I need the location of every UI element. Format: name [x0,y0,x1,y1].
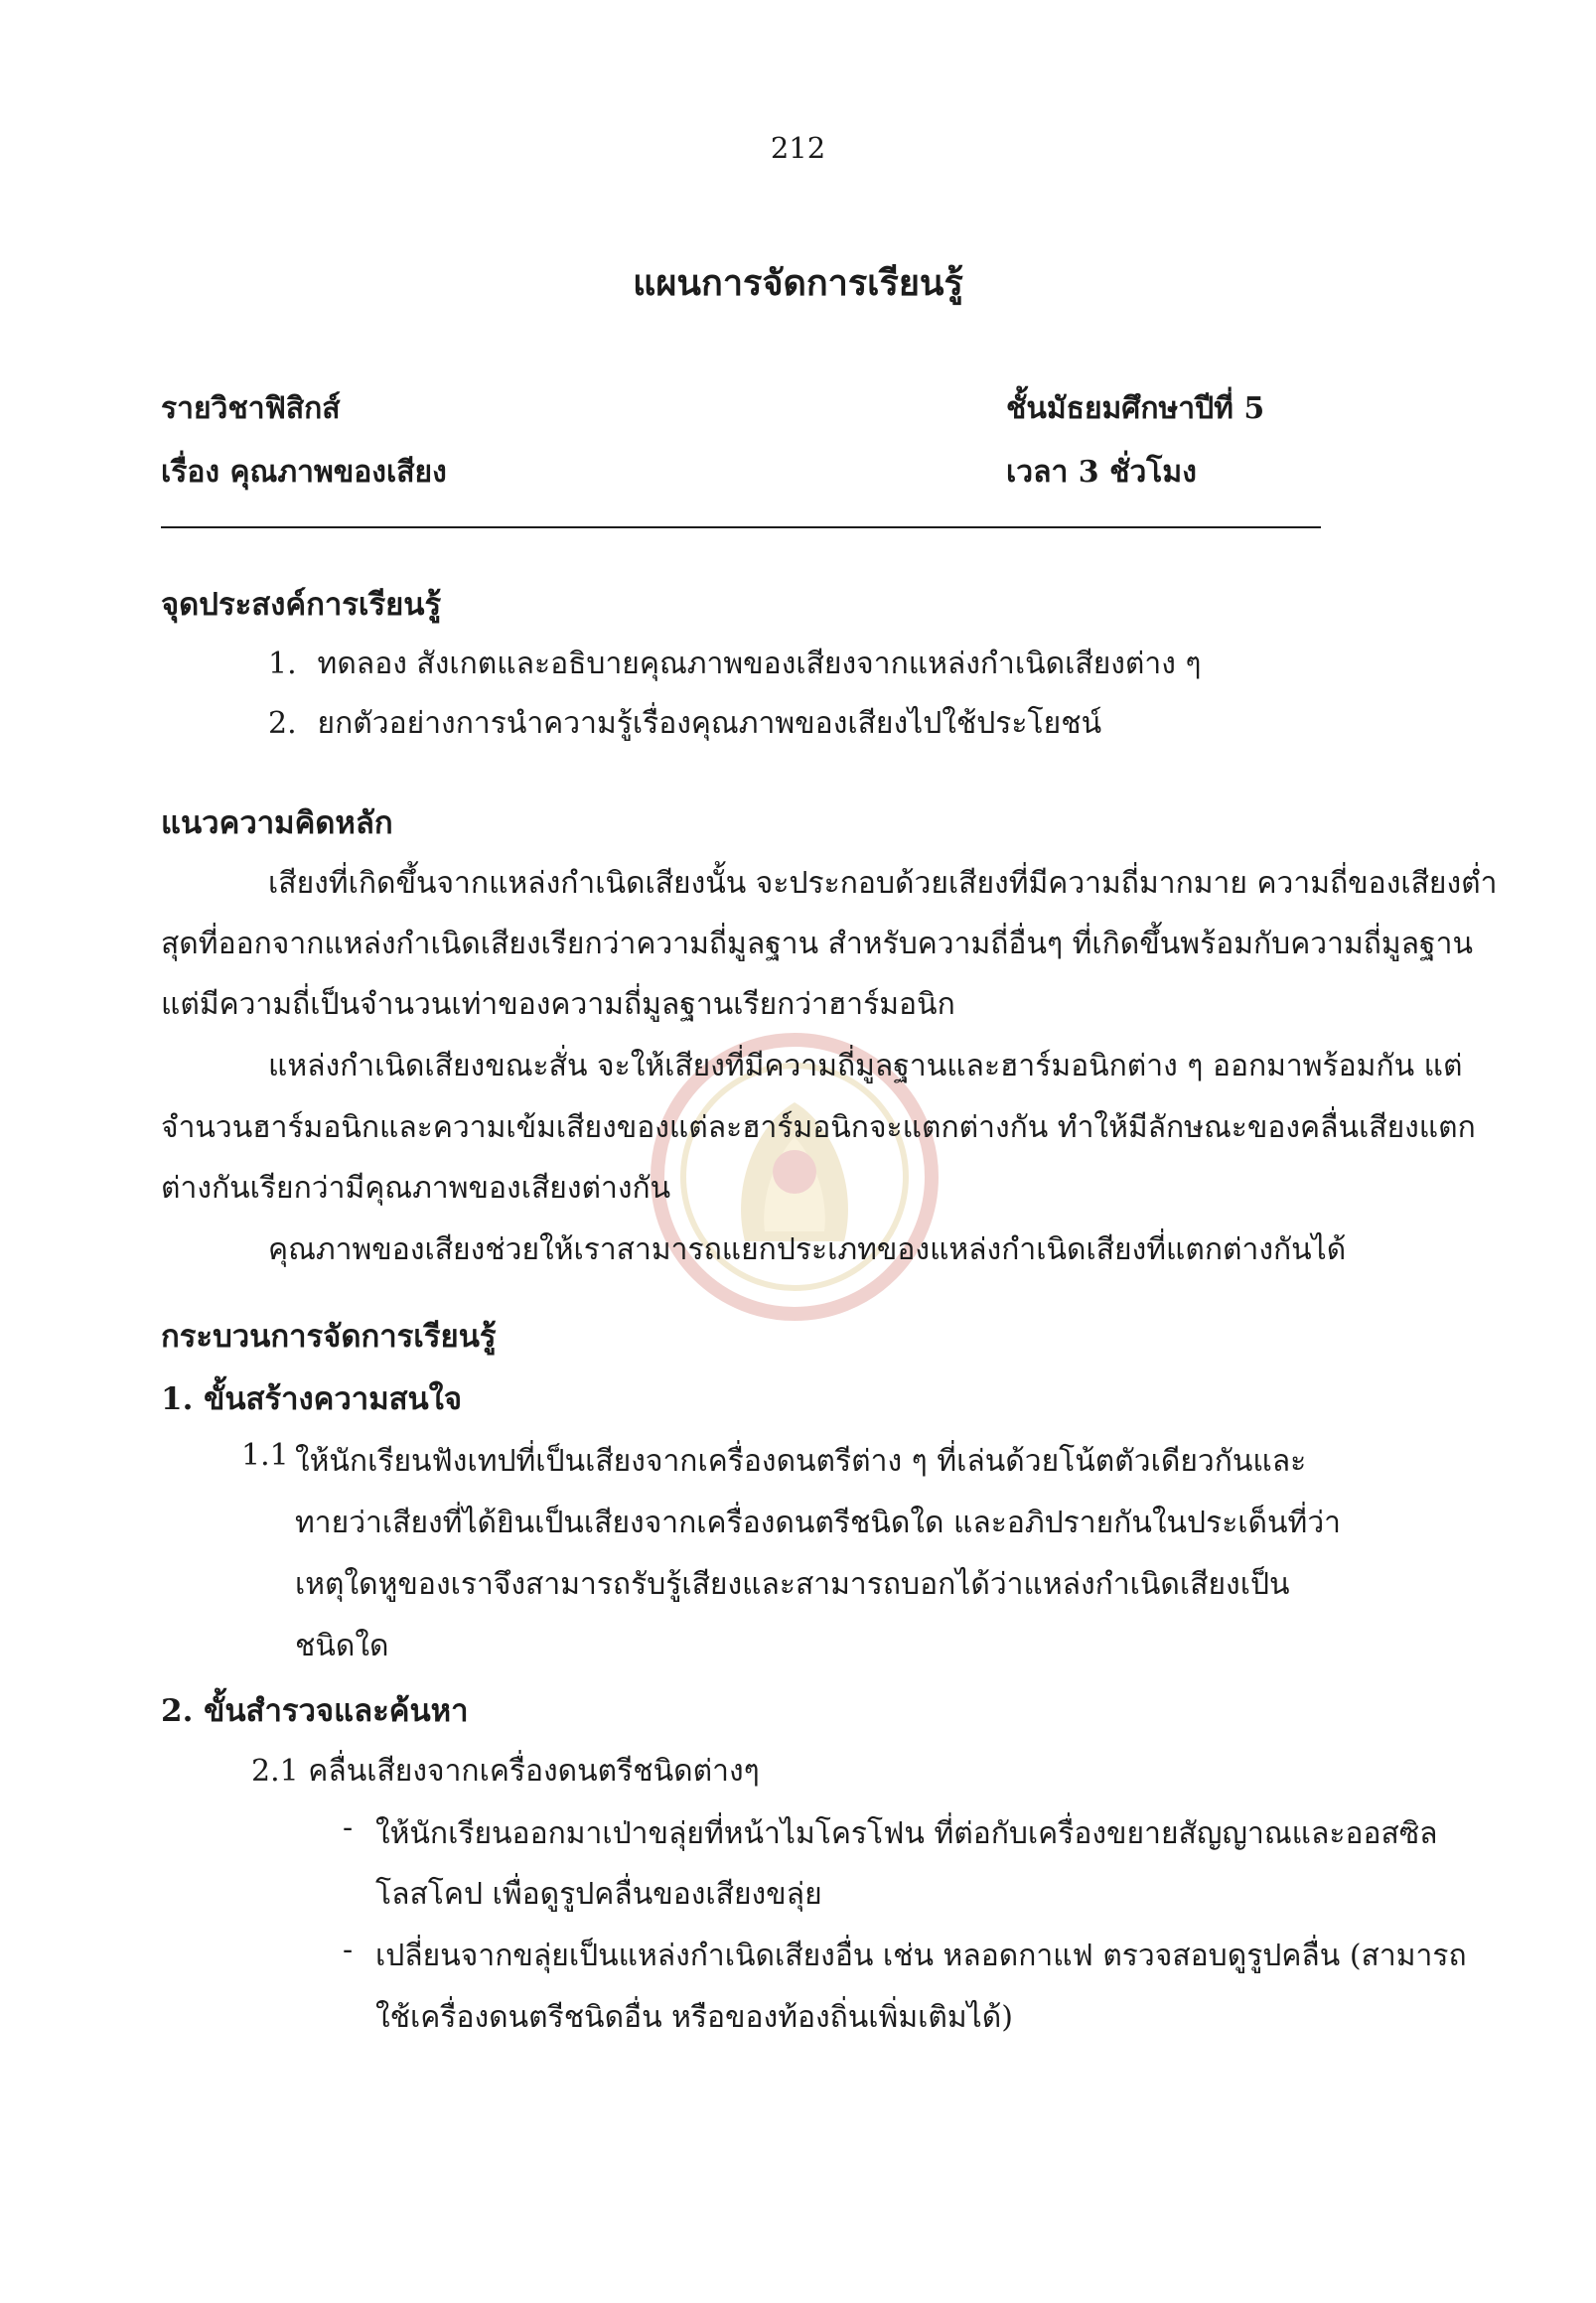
step1-item-number: 1.1 [241,1438,289,1473]
objective-text: ยกตัวอย่างการนำความรู้เรื่องคุณภาพของเสียงไปใช้ประโยชน์ [317,706,1102,741]
bullet-dash: - [343,1933,354,1967]
objective-number: 1. [268,647,297,681]
objective-text: ทดลอง สังเกตและอธิบายคุณภาพของเสียงจากแหล่งกำเนิดเสียงต่าง ๆ [317,647,1202,681]
document-title: แผนการจัดการเรียนรู้ [633,262,963,304]
page-number: 212 [770,131,826,165]
concept-paragraph-line: เสียงที่เกิดขึ้นจากแหล่งกำเนิดเสียงนั้น จะประกอบด้วยเสียงที่มีความถี่มากมาย ความถี่ของเสียงต่ำ [268,866,1498,901]
concept-paragraph-line: แหล่งกำเนิดเสียงขณะสั่น จะให้เสียงที่มีความถี่มูลฐานและฮาร์มอนิกต่าง ๆ ออกมาพร้อมกัน แต่ [268,1049,1463,1083]
objective-item [268,700,1101,747]
step2-heading: 2. ขั้นสำรวจและค้นหา [161,1693,469,1729]
concept-paragraph-line: แต่มีความถี่เป็นจำนวนเท่าของความถี่มูลฐานเรียกว่าฮาร์มอนิก [161,987,955,1022]
bullet-line: ให้นักเรียนออกมาเป่าขลุ่ยที่หน้าไมโครโฟน ที่ต่อกับเครื่องขยายสัญญาณและออสซิล [375,1816,1438,1851]
grade-label: ชั้นมัธยมศึกษาปีที่ 5 [1006,391,1265,426]
bullet-line: โลสโคป เพื่อดูรูปคลื่นของเสียงขลุ่ย [375,1877,822,1912]
concept-paragraph-line: ต่างกันเรียกว่ามีคุณภาพของเสียงต่างกัน [161,1171,671,1206]
step1-line: ชนิดใด [295,1629,389,1663]
bullet-line: ใช้เครื่องดนตรีชนิดอื่น หรือของท้องถิ่นเพิ่มเติมได้) [375,2000,1013,2035]
concept-paragraph-line: จำนวนฮาร์มอนิกและความเข้มเสียงของแต่ละฮาร์มอนิกจะแตกต่างกัน ทำให้มีลักษณะของคลื่นเสียงแตก [161,1110,1476,1145]
concept-paragraph-line: สุดที่ออกจากแหล่งกำเนิดเสียงเรียกว่าความถี่มูลฐาน สำหรับความถี่อื่นๆ ที่เกิดขึ้นพร้อมกับความถี่มูลฐาน [161,927,1473,961]
objective-item [268,641,1202,687]
process-heading: กระบวนการจัดการเรียนรู้ [161,1319,497,1355]
step1-line: ทายว่าเสียงที่ได้ยินเป็นเสียงจากเครื่องดนตรีชนิดใด และอภิปรายกันในประเด็นที่ว่า [295,1506,1342,1540]
topic-label: เรื่อง คุณภาพของเสียง [161,455,447,490]
time-label: เวลา 3 ชั่วโมง [1006,455,1197,490]
objectives-heading: จุดประสงค์การเรียนรู้ [161,587,442,623]
concept-heading: แนวความคิดหลัก [161,805,393,841]
bullet-dash: - [343,1810,354,1845]
step2-subheading: 2.1 คลื่นเสียงจากเครื่องดนตรีชนิดต่างๆ [251,1754,760,1789]
step1-heading: 1. ขั้นสร้างความสนใจ [161,1381,463,1417]
step1-line: เหตุใดหูของเราจึงสามารถรับรู้เสียงและสามารถบอกได้ว่าแหล่งกำเนิดเสียงเป็น [295,1567,1290,1602]
subject-label: รายวิชาฟิสิกส์ [161,391,341,426]
bullet-line: เปลี่ยนจากขลุ่ยเป็นแหล่งกำเนิดเสียงอื่น เช่น หลอดกาแฟ ตรวจสอบดูรูปคลื่น (สามารถ [375,1939,1467,1973]
concept-paragraph-line: คุณภาพของเสียงช่วยให้เราสามารถแยกประเภทของแหล่งกำเนิดเสียงที่แตกต่างกันได้ [268,1232,1347,1267]
objective-number: 2. [268,706,297,741]
step1-line: ให้นักเรียนฟังเทปที่เป็นเสียงจากเครื่องดนตรีต่าง ๆ ที่เล่นด้วยโน้ตตัวเดียวกันและ [295,1444,1307,1479]
header-divider [161,526,1321,528]
